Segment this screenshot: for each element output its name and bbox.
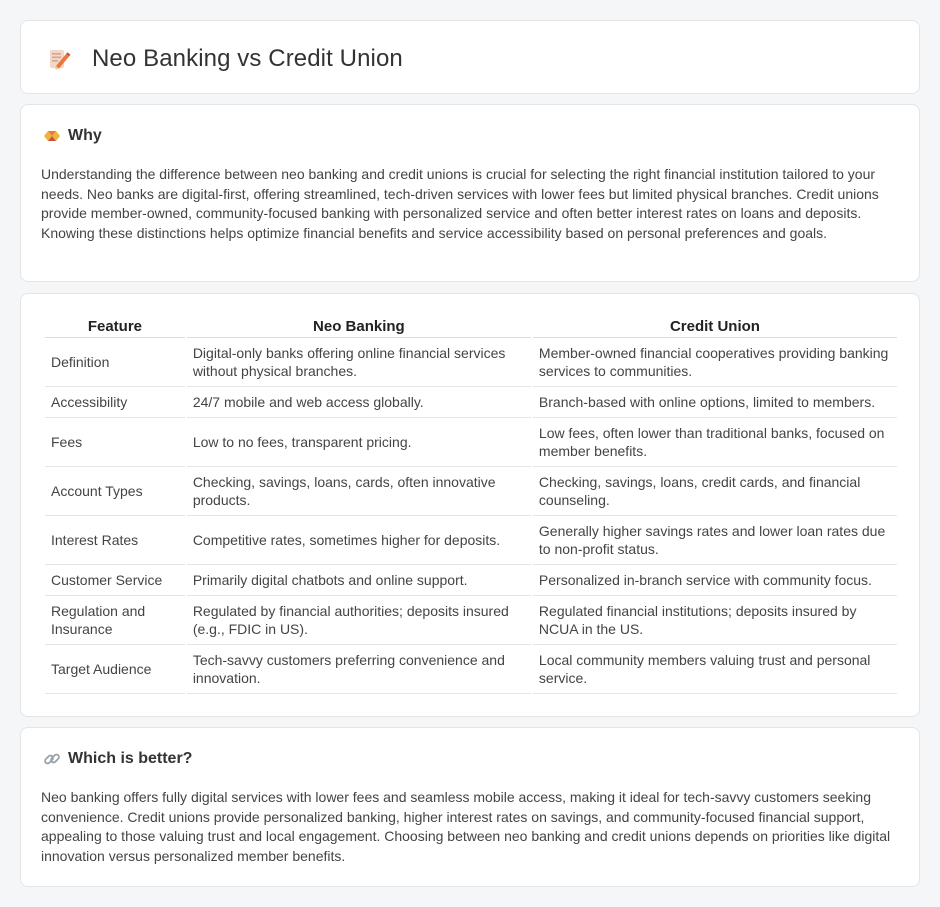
neo-banking-cell: Competitive rates, sometimes higher for deposits. — [187, 516, 531, 565]
feature-cell: Target Audience — [45, 645, 185, 694]
credit-union-cell: Personalized in-branch service with community focus. — [533, 565, 897, 596]
feature-cell: Accessibility — [45, 387, 185, 418]
credit-union-cell: Regulated financial institutions; deposits insured by NCUA in the US. — [533, 596, 897, 645]
comparison-section — [20, 293, 920, 717]
table-row — [45, 338, 897, 387]
feature-cell: Fees — [45, 418, 185, 467]
credit-union-cell: Generally higher savings rates and lower loan rates due to non-profit status. — [533, 516, 897, 565]
table-row — [45, 387, 897, 418]
neo-banking-cell: 24/7 mobile and web access globally. — [187, 387, 531, 418]
why-section — [20, 104, 920, 282]
feature-cell: Regulation and Insurance — [45, 596, 185, 645]
better-title: Which is better? — [68, 750, 193, 767]
feature-cell: Account Types — [45, 467, 185, 516]
header-feature: Feature — [45, 316, 185, 338]
table-header-row — [45, 316, 897, 338]
table-row — [45, 596, 897, 645]
memo-pencil-icon — [47, 47, 71, 71]
why-header — [43, 127, 102, 145]
neo-banking-cell: Regulated by financial authorities; deposits insured (e.g., FDIC in US). — [187, 596, 531, 645]
feature-cell: Interest Rates — [45, 516, 185, 565]
link-icon — [43, 750, 61, 768]
feature-cell: Customer Service — [45, 565, 185, 596]
title-row — [47, 45, 403, 73]
neo-banking-cell: Low to no fees, transparent pricing. — [187, 418, 531, 467]
page-title: Neo Banking vs Credit Union — [92, 45, 403, 72]
why-text: Understanding the difference between neo banking and credit unions is crucial for selecting the right financial institution tailored to your needs. Neo banks are digital-first, offering streamlined, tech-driven services with lower fees but limited physical branches. Credit unions provide member-owned, community-focused banking with personalized service and often better interest rates on loans and deposits. Knowing these distinctions helps optimize financial benefits and service accessibility based on personal preferences and goals. — [41, 166, 879, 241]
table-row — [45, 418, 897, 467]
table-row — [45, 645, 897, 694]
neo-banking-cell: Checking, savings, loans, cards, often innovative products. — [187, 467, 531, 516]
credit-union-cell: Member-owned financial cooperatives providing banking services to communities. — [533, 338, 897, 387]
table-row — [45, 516, 897, 565]
credit-union-cell: Local community members valuing trust and personal service. — [533, 645, 897, 694]
why-title: Why — [68, 127, 102, 144]
neo-banking-cell: Primarily digital chatbots and online support. — [187, 565, 531, 596]
credit-union-cell: Branch-based with online options, limited to members. — [533, 387, 897, 418]
title-card — [20, 20, 920, 94]
which-is-better-section — [20, 727, 920, 887]
credit-union-cell: Checking, savings, loans, credit cards, and financial counseling. — [533, 467, 897, 516]
diamond-gem-icon — [43, 127, 61, 145]
table-row — [45, 565, 897, 596]
neo-banking-cell: Tech-savvy customers preferring convenience and innovation. — [187, 645, 531, 694]
table-row — [45, 467, 897, 516]
credit-union-cell: Low fees, often lower than traditional banks, focused on member benefits. — [533, 418, 897, 467]
comparison-table — [43, 316, 899, 694]
header-credit-union: Credit Union — [533, 316, 897, 338]
neo-banking-cell: Digital-only banks offering online financial services without physical branches. — [187, 338, 531, 387]
header-neo-banking: Neo Banking — [187, 316, 531, 338]
feature-cell: Definition — [45, 338, 185, 387]
better-text: Neo banking offers fully digital services with lower fees and seamless mobile access, making it ideal for tech-savvy customers seeking convenience. Credit unions provide personalized banking, higher interest rates on savings, and community-focused financial support, appealing to those valuing trust and local engagement. Choosing between neo banking and credit unions depends on priorities like digital innovation versus personalized member benefits. — [41, 789, 891, 864]
better-header — [43, 750, 192, 768]
